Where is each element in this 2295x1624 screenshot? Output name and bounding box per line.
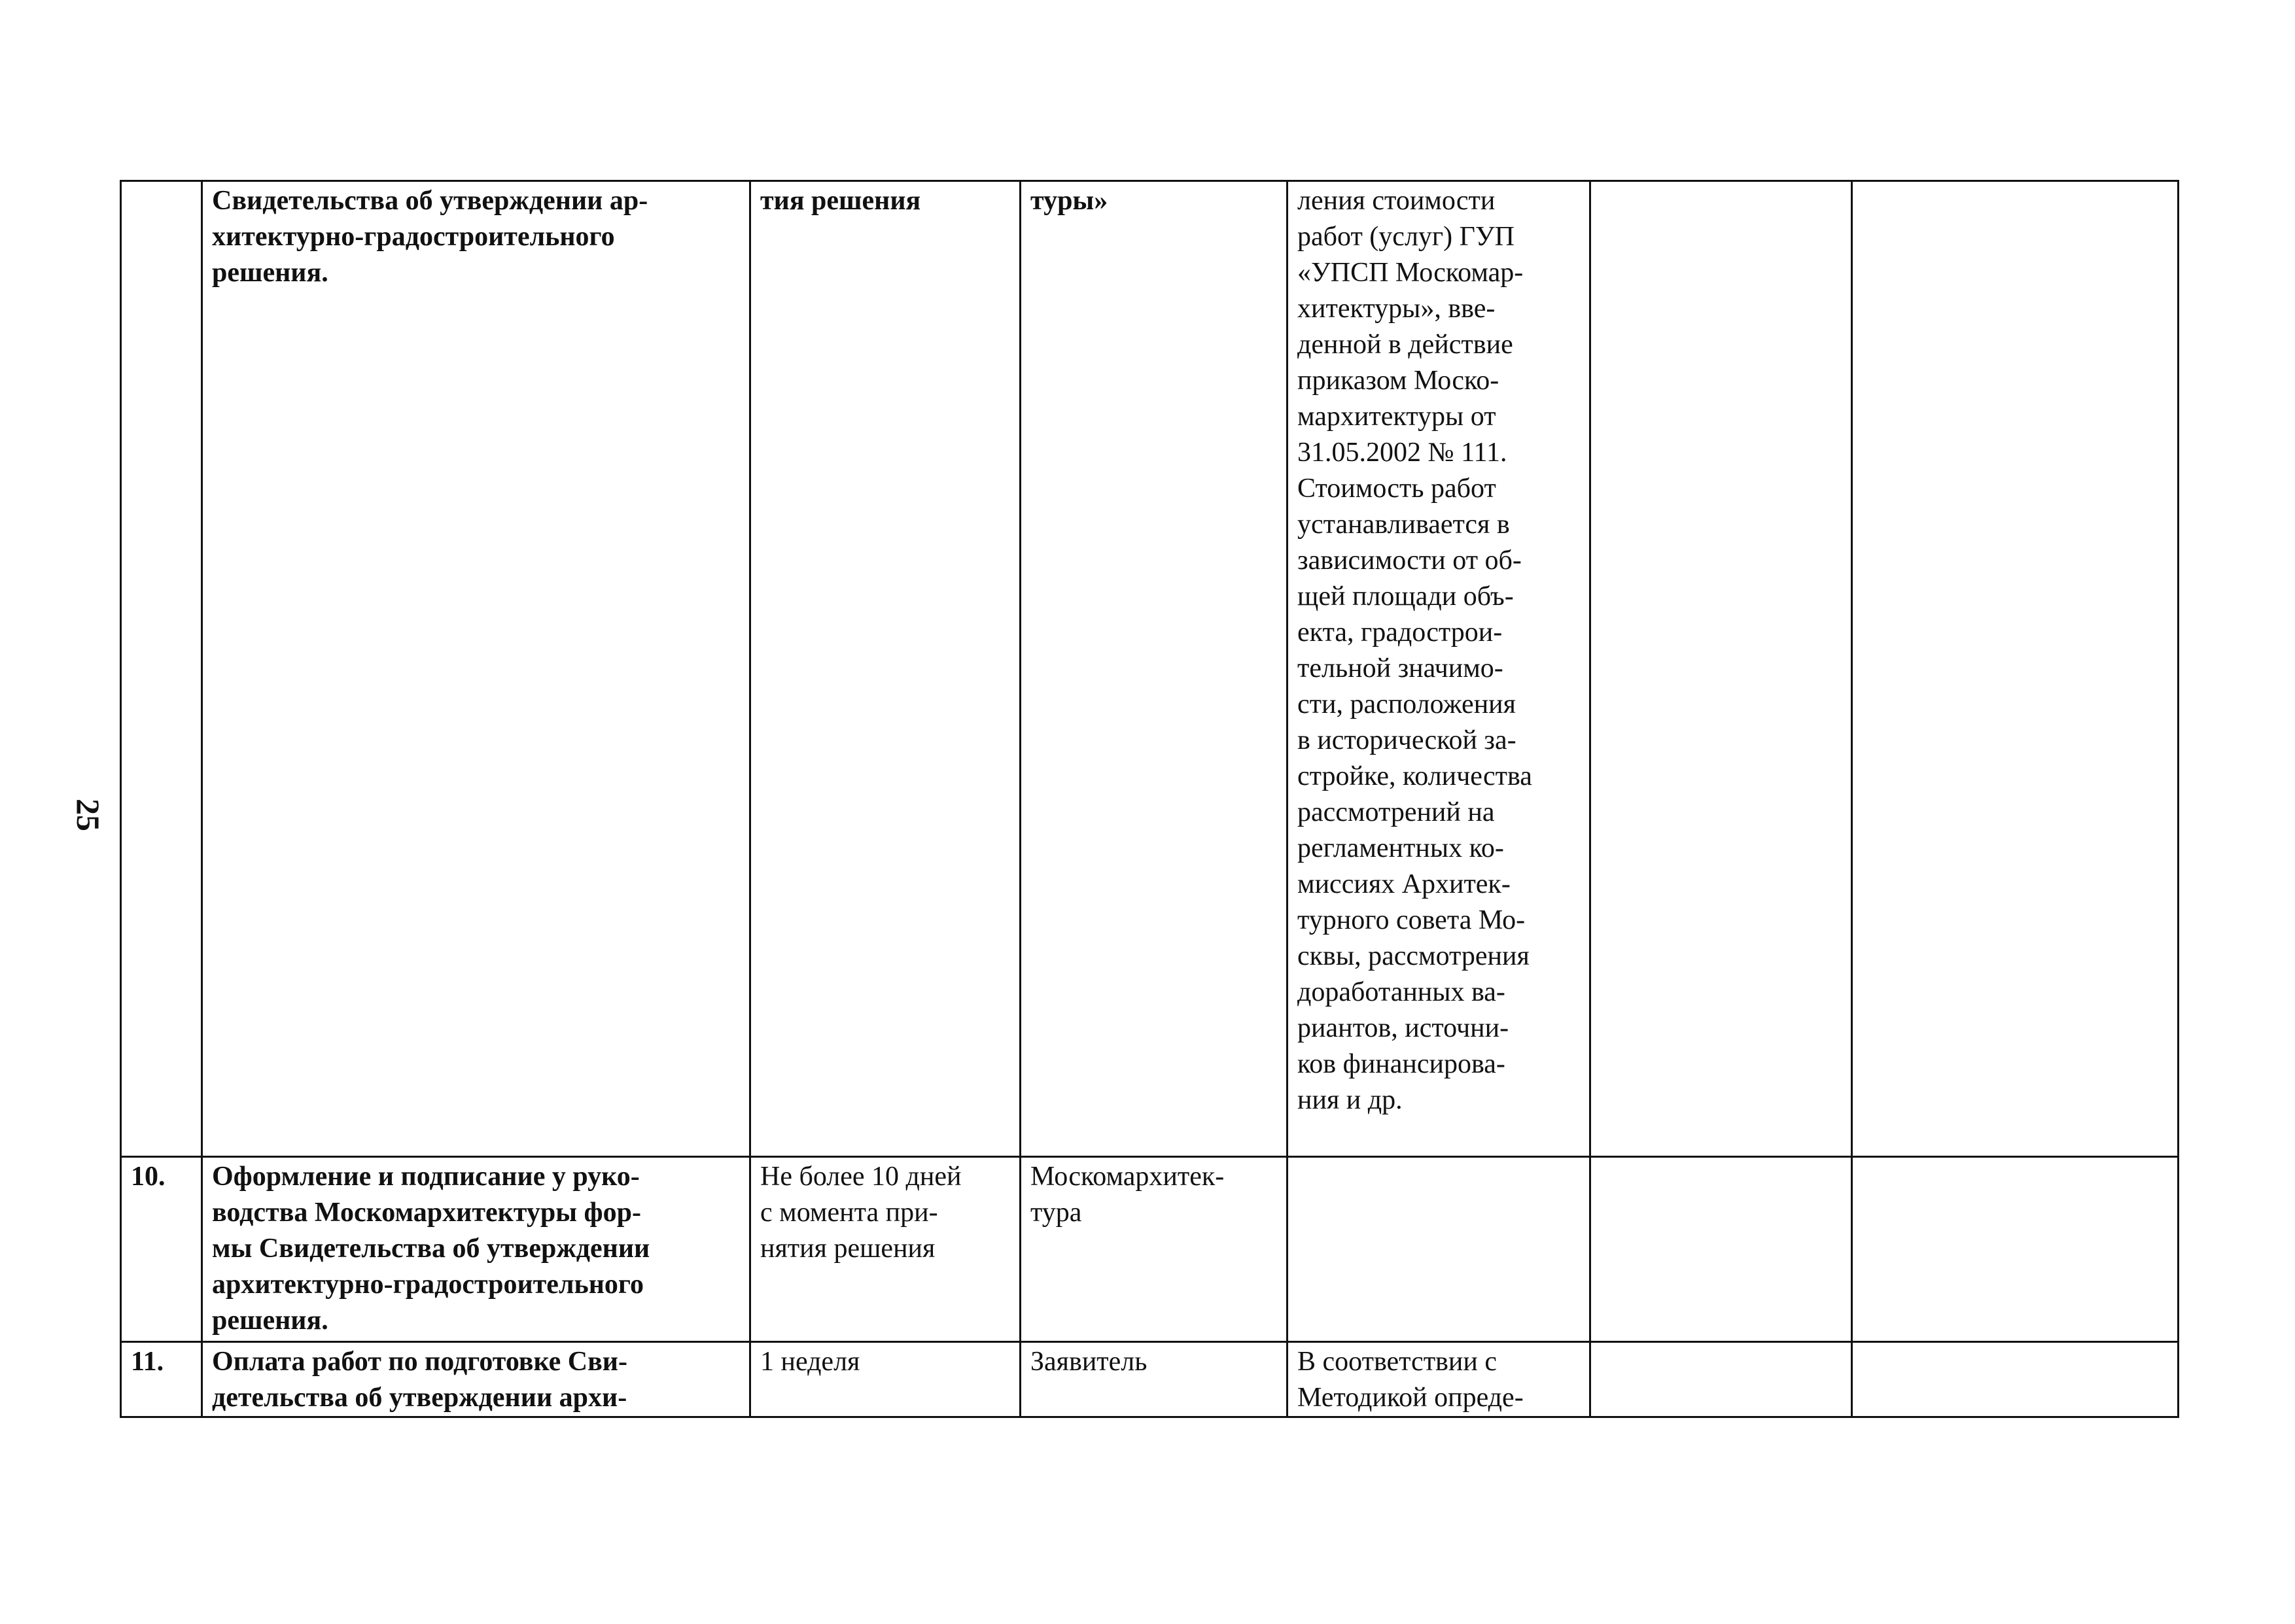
executor-cell: туры» <box>1021 181 1288 1157</box>
term-cell: тия решения <box>750 181 1021 1157</box>
description-cell: Оформление и подписание у руко- водства Москомархитектуры фор- мы Свидетельства об утверждении архитектурно-градостроительного решения. <box>202 1157 750 1342</box>
row-number-cell: 11. <box>121 1342 202 1417</box>
description-cell: Свидетельства об утверждении ар- хитектурно-градостроительного решения. <box>202 181 750 1157</box>
empty-cell <box>1852 181 2179 1157</box>
empty-cell <box>1590 181 1852 1157</box>
description-cell: Оплата работ по подготовке Сви- детельства об утверждении архи- <box>202 1342 750 1417</box>
row-number-cell: 10. <box>121 1157 202 1342</box>
empty-cell <box>1590 1342 1852 1417</box>
term-cell: Не более 10 дней с момента при- нятия решения <box>750 1157 1021 1342</box>
empty-cell <box>1590 1157 1852 1342</box>
executor-cell: Заявитель <box>1021 1342 1288 1417</box>
table-row <box>121 181 2179 1157</box>
page-number: 25 <box>70 799 107 831</box>
basis-cell <box>1288 1157 1590 1342</box>
table-row <box>121 1157 2179 1342</box>
row-number-cell <box>121 181 202 1157</box>
empty-cell <box>1852 1342 2179 1417</box>
procedure-table <box>120 180 2179 1418</box>
executor-cell: Москомархитек- тура <box>1021 1157 1288 1342</box>
term-cell: 1 неделя <box>750 1342 1021 1417</box>
basis-cell: В соответствии с Методикой опреде- <box>1288 1342 1590 1417</box>
table-row <box>121 1342 2179 1417</box>
basis-cell: ления стоимости работ (услуг) ГУП «УПСП Москомар- хитектуры», вве- денной в действие приказом Моско- мархитектуры от 31.05.2002 № 111. Стоимость работ устанавливается в зависимости от об- щей площади объ- екта, градострои- тельной значимо- сти, расположения в исторической за- стройке, количества рассмотрений на регламентных ко- миссиях Архитек- турного совета Мо- сквы, рассмотрения доработанных ва- риантов, источни- ков финансирова- ния и др. <box>1288 181 1590 1157</box>
empty-cell <box>1852 1157 2179 1342</box>
